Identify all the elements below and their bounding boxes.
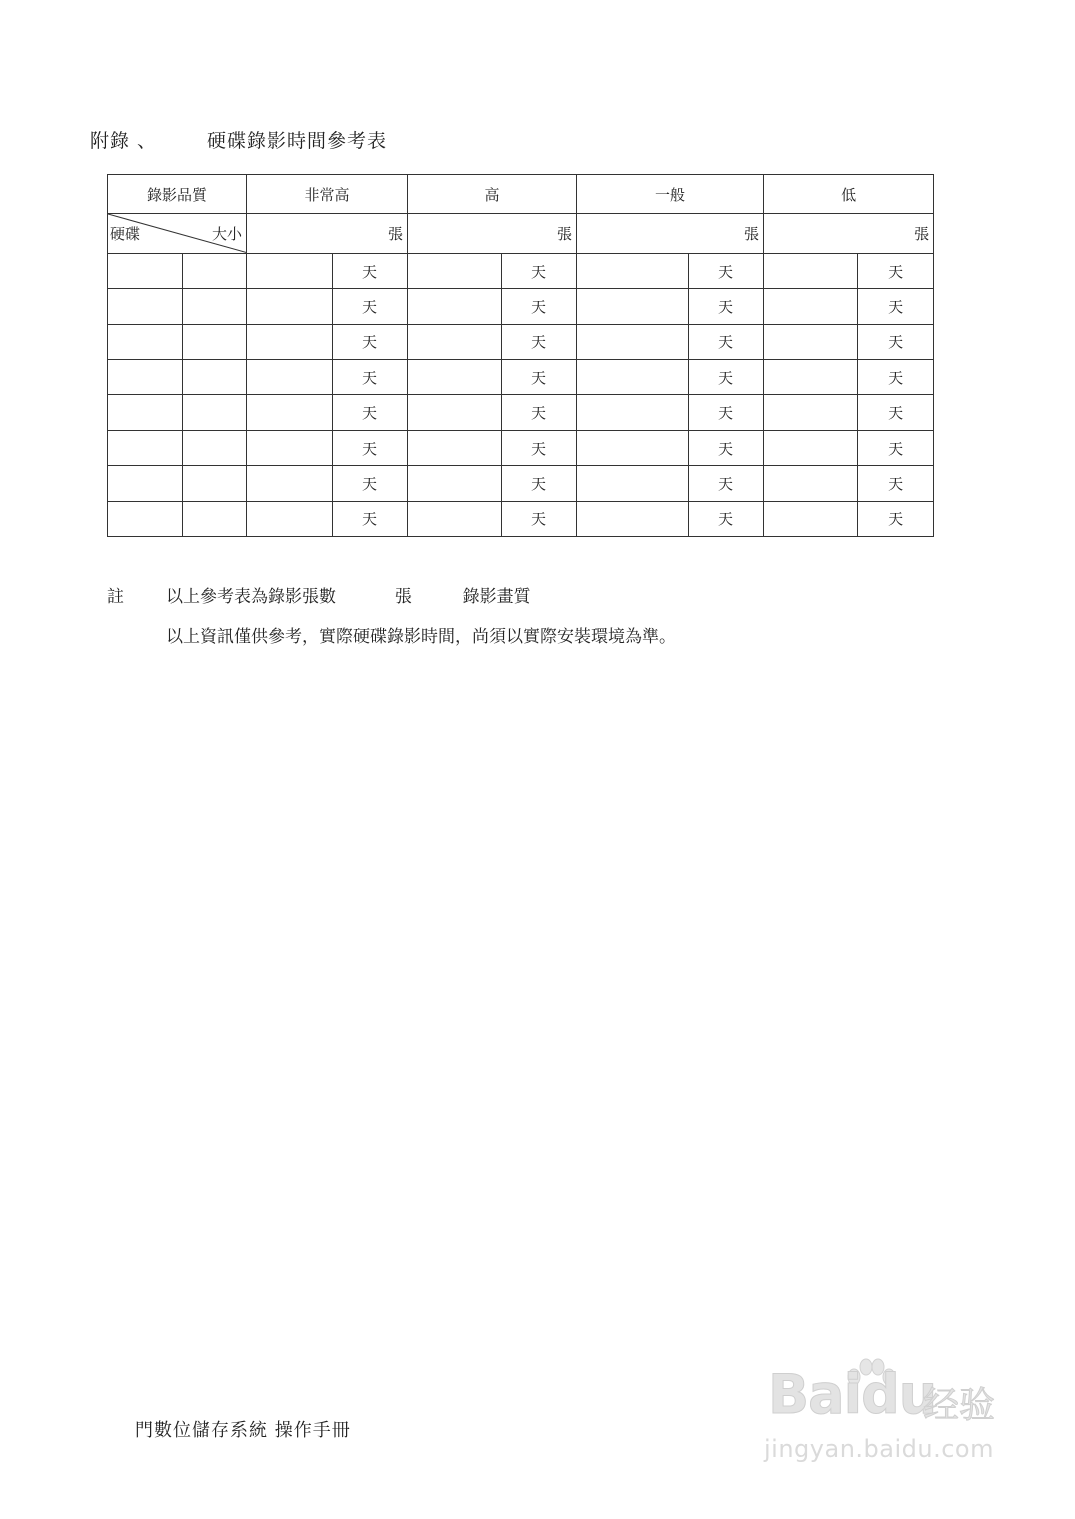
- note-label: 註: [107, 587, 124, 607]
- day-unit-cell: 天: [333, 360, 408, 395]
- quality-normal: 一般: [577, 175, 764, 214]
- day-unit-cell: 天: [333, 324, 408, 359]
- day-unit-cell: 天: [858, 289, 934, 324]
- note-line-1-b: 張: [394, 587, 412, 607]
- watermark-cn: 经验: [923, 1385, 996, 1426]
- table-row: [108, 253, 934, 288]
- table-cell: [577, 430, 689, 465]
- table-cell: [183, 501, 247, 536]
- recording-time-table: [107, 174, 934, 537]
- table-cell: [764, 360, 858, 395]
- day-unit-cell: 天: [502, 324, 577, 359]
- table-cell: [108, 395, 183, 430]
- day-unit-cell: 天: [689, 289, 764, 324]
- table-cell: [183, 253, 247, 288]
- note-line-1-c: 錄影畫質: [462, 587, 531, 607]
- table-cell: [408, 253, 502, 288]
- note-line-1-a: 以上參考表為錄影張數: [166, 587, 336, 607]
- table-cell: [577, 360, 689, 395]
- table-cell: [577, 253, 689, 288]
- table-cell: [577, 324, 689, 359]
- table-row: [108, 466, 934, 501]
- table-cell: [408, 360, 502, 395]
- table-cell: [108, 289, 183, 324]
- day-unit-cell: 天: [333, 430, 408, 465]
- table-cell: [408, 395, 502, 430]
- baidu-watermark: [758, 1355, 1013, 1480]
- table-cell: [247, 324, 333, 359]
- table-cell: [764, 253, 858, 288]
- table-cell: [108, 466, 183, 501]
- day-unit-cell: 天: [689, 395, 764, 430]
- day-unit-cell: 天: [502, 395, 577, 430]
- day-unit-cell: 天: [858, 360, 934, 395]
- day-unit-cell: 天: [333, 395, 408, 430]
- day-unit-cell: 天: [502, 360, 577, 395]
- watermark-logo: Baidu: [768, 1363, 937, 1426]
- table-cell: [408, 501, 502, 536]
- day-unit-cell: 天: [333, 501, 408, 536]
- table-cell: [764, 289, 858, 324]
- table-cell: [108, 501, 183, 536]
- table-cell: [108, 430, 183, 465]
- table-cell: [108, 360, 183, 395]
- table-cell: [247, 466, 333, 501]
- diagonal-header-cell: [108, 214, 247, 253]
- table-cell: [247, 360, 333, 395]
- pix-unit-cell: 張: [247, 214, 408, 253]
- day-unit-cell: 天: [858, 466, 934, 501]
- table-row: [108, 501, 934, 536]
- pix-unit-cell: 張: [577, 214, 764, 253]
- day-unit-cell: 天: [333, 253, 408, 288]
- day-unit-cell: 天: [858, 430, 934, 465]
- table-cell: [577, 395, 689, 430]
- day-unit-cell: 天: [333, 289, 408, 324]
- note-line-1: [166, 582, 531, 607]
- table-cell: [764, 324, 858, 359]
- table-cell: [408, 466, 502, 501]
- size-label: 大小: [212, 225, 243, 244]
- table-row: [108, 289, 934, 324]
- disk-label: 硬碟: [110, 225, 141, 244]
- day-unit-cell: 天: [858, 501, 934, 536]
- day-unit-cell: 天: [502, 501, 577, 536]
- day-unit-cell: 天: [858, 253, 934, 288]
- table-cell: [247, 501, 333, 536]
- page-title: 硬碟錄影時間參考表: [207, 130, 388, 152]
- table-cell: [408, 289, 502, 324]
- day-unit-cell: 天: [689, 324, 764, 359]
- table-row: [108, 395, 934, 430]
- table-cell: [183, 466, 247, 501]
- day-unit-cell: 天: [502, 289, 577, 324]
- table-cell: [408, 324, 502, 359]
- table-cell: [183, 324, 247, 359]
- table-cell: [247, 430, 333, 465]
- table-cell: [247, 253, 333, 288]
- note-line-2: 以上資訊僅供參考，實際硬碟錄影時間，尚須以實際安裝環境為準。: [166, 627, 676, 647]
- table-cell: [764, 501, 858, 536]
- table-cell: [764, 466, 858, 501]
- table-cell: [247, 289, 333, 324]
- table-cell: [183, 360, 247, 395]
- day-unit-cell: 天: [689, 253, 764, 288]
- pix-unit-cell: 張: [764, 214, 934, 253]
- quality-very-high: 非常高: [247, 175, 408, 214]
- day-unit-cell: 天: [689, 466, 764, 501]
- day-unit-cell: 天: [502, 253, 577, 288]
- watermark-url: jingyan.baidu.com: [764, 1435, 994, 1463]
- table-cell: [577, 501, 689, 536]
- day-unit-cell: 天: [858, 395, 934, 430]
- table-cell: [408, 430, 502, 465]
- day-unit-cell: 天: [333, 466, 408, 501]
- day-unit-cell: 天: [689, 360, 764, 395]
- quality-header: 錄影品質: [108, 175, 247, 214]
- table-row: [108, 324, 934, 359]
- appendix-label: 附錄 、: [90, 130, 158, 152]
- table-cell: [183, 430, 247, 465]
- table-row: [108, 430, 934, 465]
- day-unit-cell: 天: [689, 430, 764, 465]
- pix-unit-cell: 張: [408, 214, 577, 253]
- table-cell: [183, 395, 247, 430]
- footer-text: 門數位儲存系統 操作手冊: [135, 1420, 351, 1441]
- day-unit-cell: 天: [502, 466, 577, 501]
- table-cell: [577, 466, 689, 501]
- table-cell: [764, 395, 858, 430]
- table-cell: [108, 253, 183, 288]
- day-unit-cell: 天: [858, 324, 934, 359]
- quality-low: 低: [764, 175, 934, 214]
- table-row: [108, 360, 934, 395]
- table-cell: [108, 324, 183, 359]
- quality-high: 高: [408, 175, 577, 214]
- table-cell: [247, 395, 333, 430]
- table-cell: [577, 289, 689, 324]
- table-cell: [764, 430, 858, 465]
- day-unit-cell: 天: [502, 430, 577, 465]
- day-unit-cell: 天: [689, 501, 764, 536]
- table-cell: [183, 289, 247, 324]
